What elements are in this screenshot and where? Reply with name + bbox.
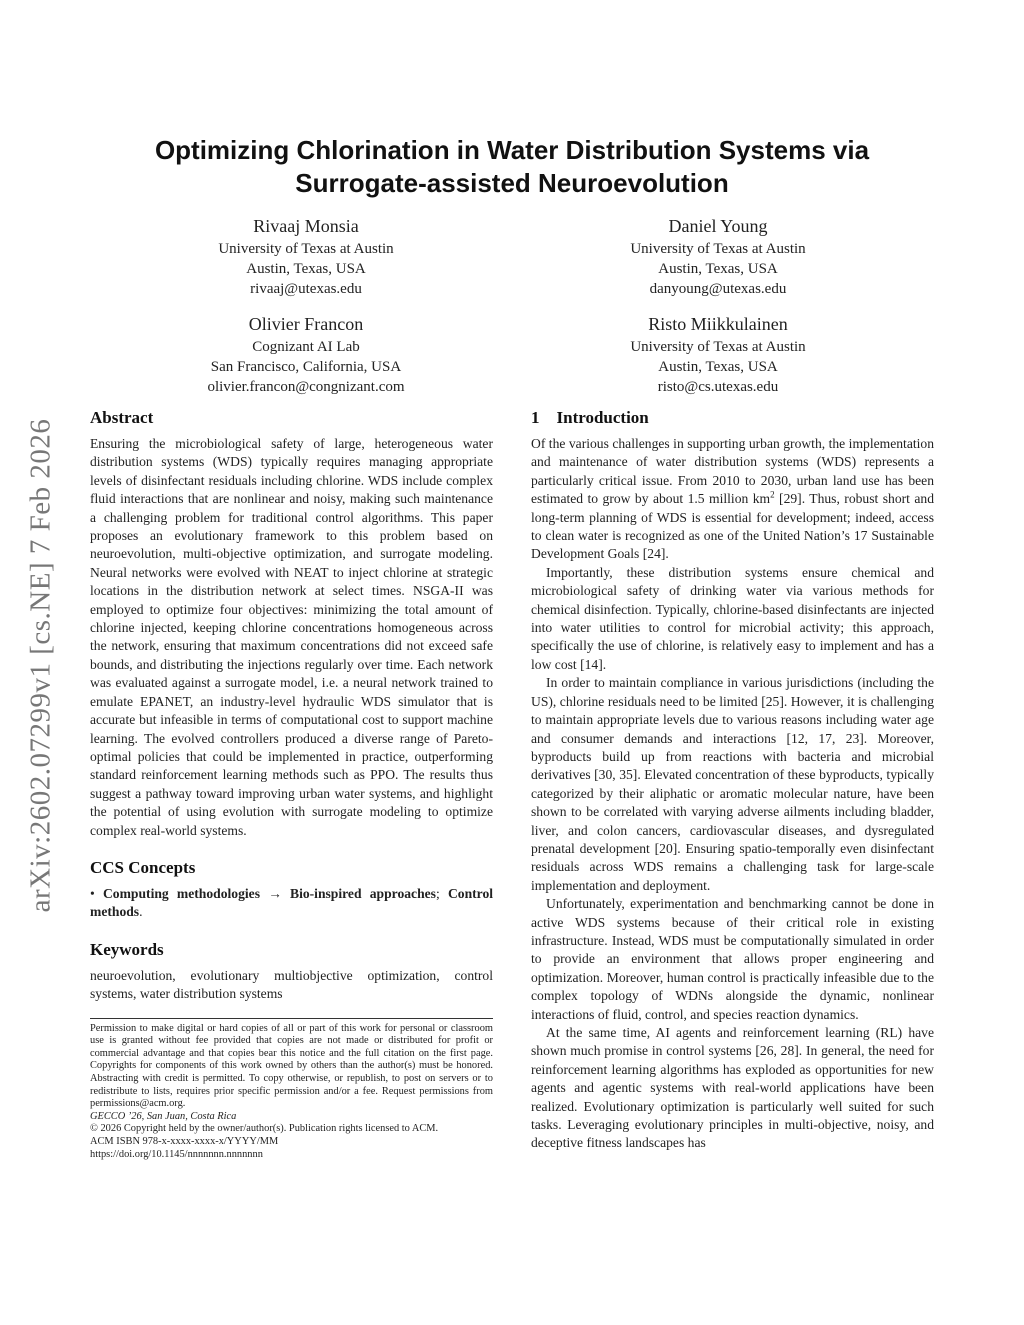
footnote-rule <box>90 1018 493 1019</box>
author-affiliation: Cognizant AI Lab <box>252 339 360 355</box>
ccs-term-3: Control methods <box>90 885 494 920</box>
introduction-heading: 1 Introduction <box>531 408 649 427</box>
right-column <box>531 408 934 1153</box>
ccs-concepts <box>90 885 493 922</box>
author-location: San Francisco, California, USA <box>210 359 402 375</box>
footnote-copyright: © 2026 Copyright held by the owner/author(s). Publication rights licensed to ACM. <box>90 1123 439 1135</box>
author-block-4 <box>538 313 898 397</box>
arxiv-id: arXiv:2602.07299v1 [cs.NE] 7 Feb 2026 <box>24 418 57 912</box>
author-block-2 <box>538 215 898 299</box>
ccs-bullet: • <box>90 885 95 901</box>
footnote-permission: Permission to make digital or hard copies of all or part of this work for personal or classroom use is granted without fee provided that copies are not made or distributed for profit or commercial advantage and that copies bear this notice and the full citation on the first page. Copyrights for components of this work owned by others than the author(s) must be honored. Abstracting with credit is permitted. To copy otherwise, or republish, to post on servers or to redistribute to lists, requires prior specific permission and/or a fee. Request permissions from permissions@acm.org. <box>90 1022 493 1110</box>
ccs-arrow: → <box>268 885 282 901</box>
intro-paragraph-4: Unfortunately, experimentation and benchmarking cannot be done in active WDS systems because of their critical role in existing infrastructure. Instead, WDS must be computationally simulated in order to provide an environment that allows proper engineering and optimization. Moreover, human control is practically infeasible due to the complex topology of WDNs alongside the dynamic, nonlinear interactions of fluid, control, and species reaction dynamics. <box>531 896 934 1022</box>
ccs-term-1: Computing methodologies <box>102 885 260 901</box>
author-location: Austin, Texas, USA <box>246 261 366 277</box>
arxiv-sidebar-stamp <box>19 380 63 950</box>
author-name: Rivaaj Monsia <box>253 216 359 236</box>
footnote <box>90 1023 493 1162</box>
author-location: Austin, Texas, USA <box>658 261 778 277</box>
author-email: rivaaj@utexas.edu <box>250 281 362 297</box>
abstract-heading: Abstract <box>90 408 154 427</box>
keywords-heading: Keywords <box>90 939 164 959</box>
author-block-1 <box>126 215 486 299</box>
ccs-end: . <box>139 904 143 920</box>
intro-paragraph-5: At the same time, AI agents and reinforcement learning (RL) have shown much promise in control systems [26, 28]. In general, the need for reinforcement learning algorithms has exploded as opportunities for new agents and agentic systems with real-world applications have been realized. Evolutionary optimization is particularly well suited for such tasks. Leveraging evolutionary principles in multi-objective, noisy, and deceptive fitness landscapes has <box>531 1025 934 1151</box>
author-block-3 <box>126 313 486 397</box>
intro-paragraph-1: Of the various challenges in supporting urban growth, the implementation and maintenance of water distribution systems (WDS) represents a particularly critical issue. From 2010 to 2030, urban land use has been estimated to grow by about 1.5 million $km^2$ [29]. Thus, robust short and long-term planning of WDS is essential for development; indeed, access to clean water is recognized as one of the United Nation’s 17 Sustainable Development Goals [24]. <box>531 436 934 562</box>
footnote-isbn: ACM ISBN 978-x-xxxx-xxxx-x/YYYY/MM <box>90 1135 279 1147</box>
title-line-2: Surrogate-assisted Neuroevolution <box>295 168 729 198</box>
author-email: risto@cs.utexas.edu <box>657 379 779 395</box>
ccs-term-2: Bio-inspired approaches <box>290 885 436 901</box>
author-name: Risto Miikkulainen <box>648 314 788 334</box>
author-email: danyoung@utexas.edu <box>649 281 787 297</box>
author-name: Daniel Young <box>668 216 768 236</box>
ccs-heading: CCS Concepts <box>90 857 196 877</box>
author-name: Olivier Francon <box>248 314 364 334</box>
intro-paragraph-2: Importantly, these distribution systems ensure chemical and microbiological safety of drinking water via various methods for chemical disinfection. Typically, chlorine-based disinfectants are injected into water utilities to control for microbial activity; this approach, specifically the use of chlorine, is relatively easy to implement and has a low cost [14]. <box>531 564 934 672</box>
title-line-1: Optimizing Chlorination in Water Distribution Systems via <box>154 135 870 165</box>
keywords-text: neuroevolution, evolutionary multiobjective optimization, control systems, water distribution systems <box>90 967 493 1002</box>
footnote-doi-link[interactable]: https://doi.org/10.1145/nnnnnnn.nnnnnnn <box>90 1148 263 1160</box>
ccs-separator: ; <box>435 885 440 901</box>
abstract-text: Ensuring the microbiological safety of large, heterogeneous water distribution systems (WDS) typically requires managing appropriate levels of disinfectant residuals including chlorine. WDS include complex fluid interactions that are nonlinear and noisy, making such maintenance a challenging problem for traditional control algorithms. This paper proposes an evolutionary framework to this problem based on neuroevolution, multi-objective optimization, and surrogate modeling. Neural networks were evolved with NEAT to inject chlorine at strategic locations in the distribution network at select times. NSGA-II was employed to optimize four objectives: minimizing the total amount of chlorine injected, keeping chlorine concentrations homogeneous across the network, ensuring that maximum concentrations did not exceed safe bounds, and distributing the injections regularly over time. Each network was evaluated against a surrogate model, i.e. a neural network trained to emulate EPANET, an industry-level hydraulic WDS simulator that is accurate but infeasible in terms of computational cost to support machine learning. The evolved controllers produced a diverse range of Pareto-optimal policies that could be implemented in practice, outperforming standard reinforcement learning methods such as PPO. The results thus suggest a pathway toward improving urban water systems, and highlight the potential of using evolution with surrogate modeling to optimize complex real-world systems. <box>90 436 493 838</box>
author-affiliation: University of Texas at Austin <box>630 339 806 355</box>
intro-paragraph-3: In order to maintain compliance in various jurisdictions (including the US), chlorine residuals need to be limited [25]. However, it is challenging to maintain appropriate levels due to various reasons including water age and consumer demands and interactions [12, 17, 23]. Moreover, byproducts build up from reactions with bacteria and microbial derivatives [30, 35]. Elevated concentration of these byproducts, typically categorized by their aliphatic or aromatic molecular nature, have been shown to be correlated with varying adverse ailments including bladder, liver, and colon cancers, cardiovascular diseases, and dysregulated prenatal development [20]. Ensuring spatio-temporally even disinfectant residuals across WDS remains a challenging task for large-scale implementation and deployment. <box>531 675 934 893</box>
author-email: olivier.francon@congnizant.com <box>207 379 405 395</box>
left-column <box>90 408 493 1161</box>
author-affiliation: University of Texas at Austin <box>630 241 806 257</box>
footnote-venue: GECCO ’26, San Juan, Costa Rica <box>90 1110 237 1122</box>
author-location: Austin, Texas, USA <box>658 359 778 375</box>
author-affiliation: University of Texas at Austin <box>218 241 394 257</box>
paper-title <box>90 134 934 200</box>
